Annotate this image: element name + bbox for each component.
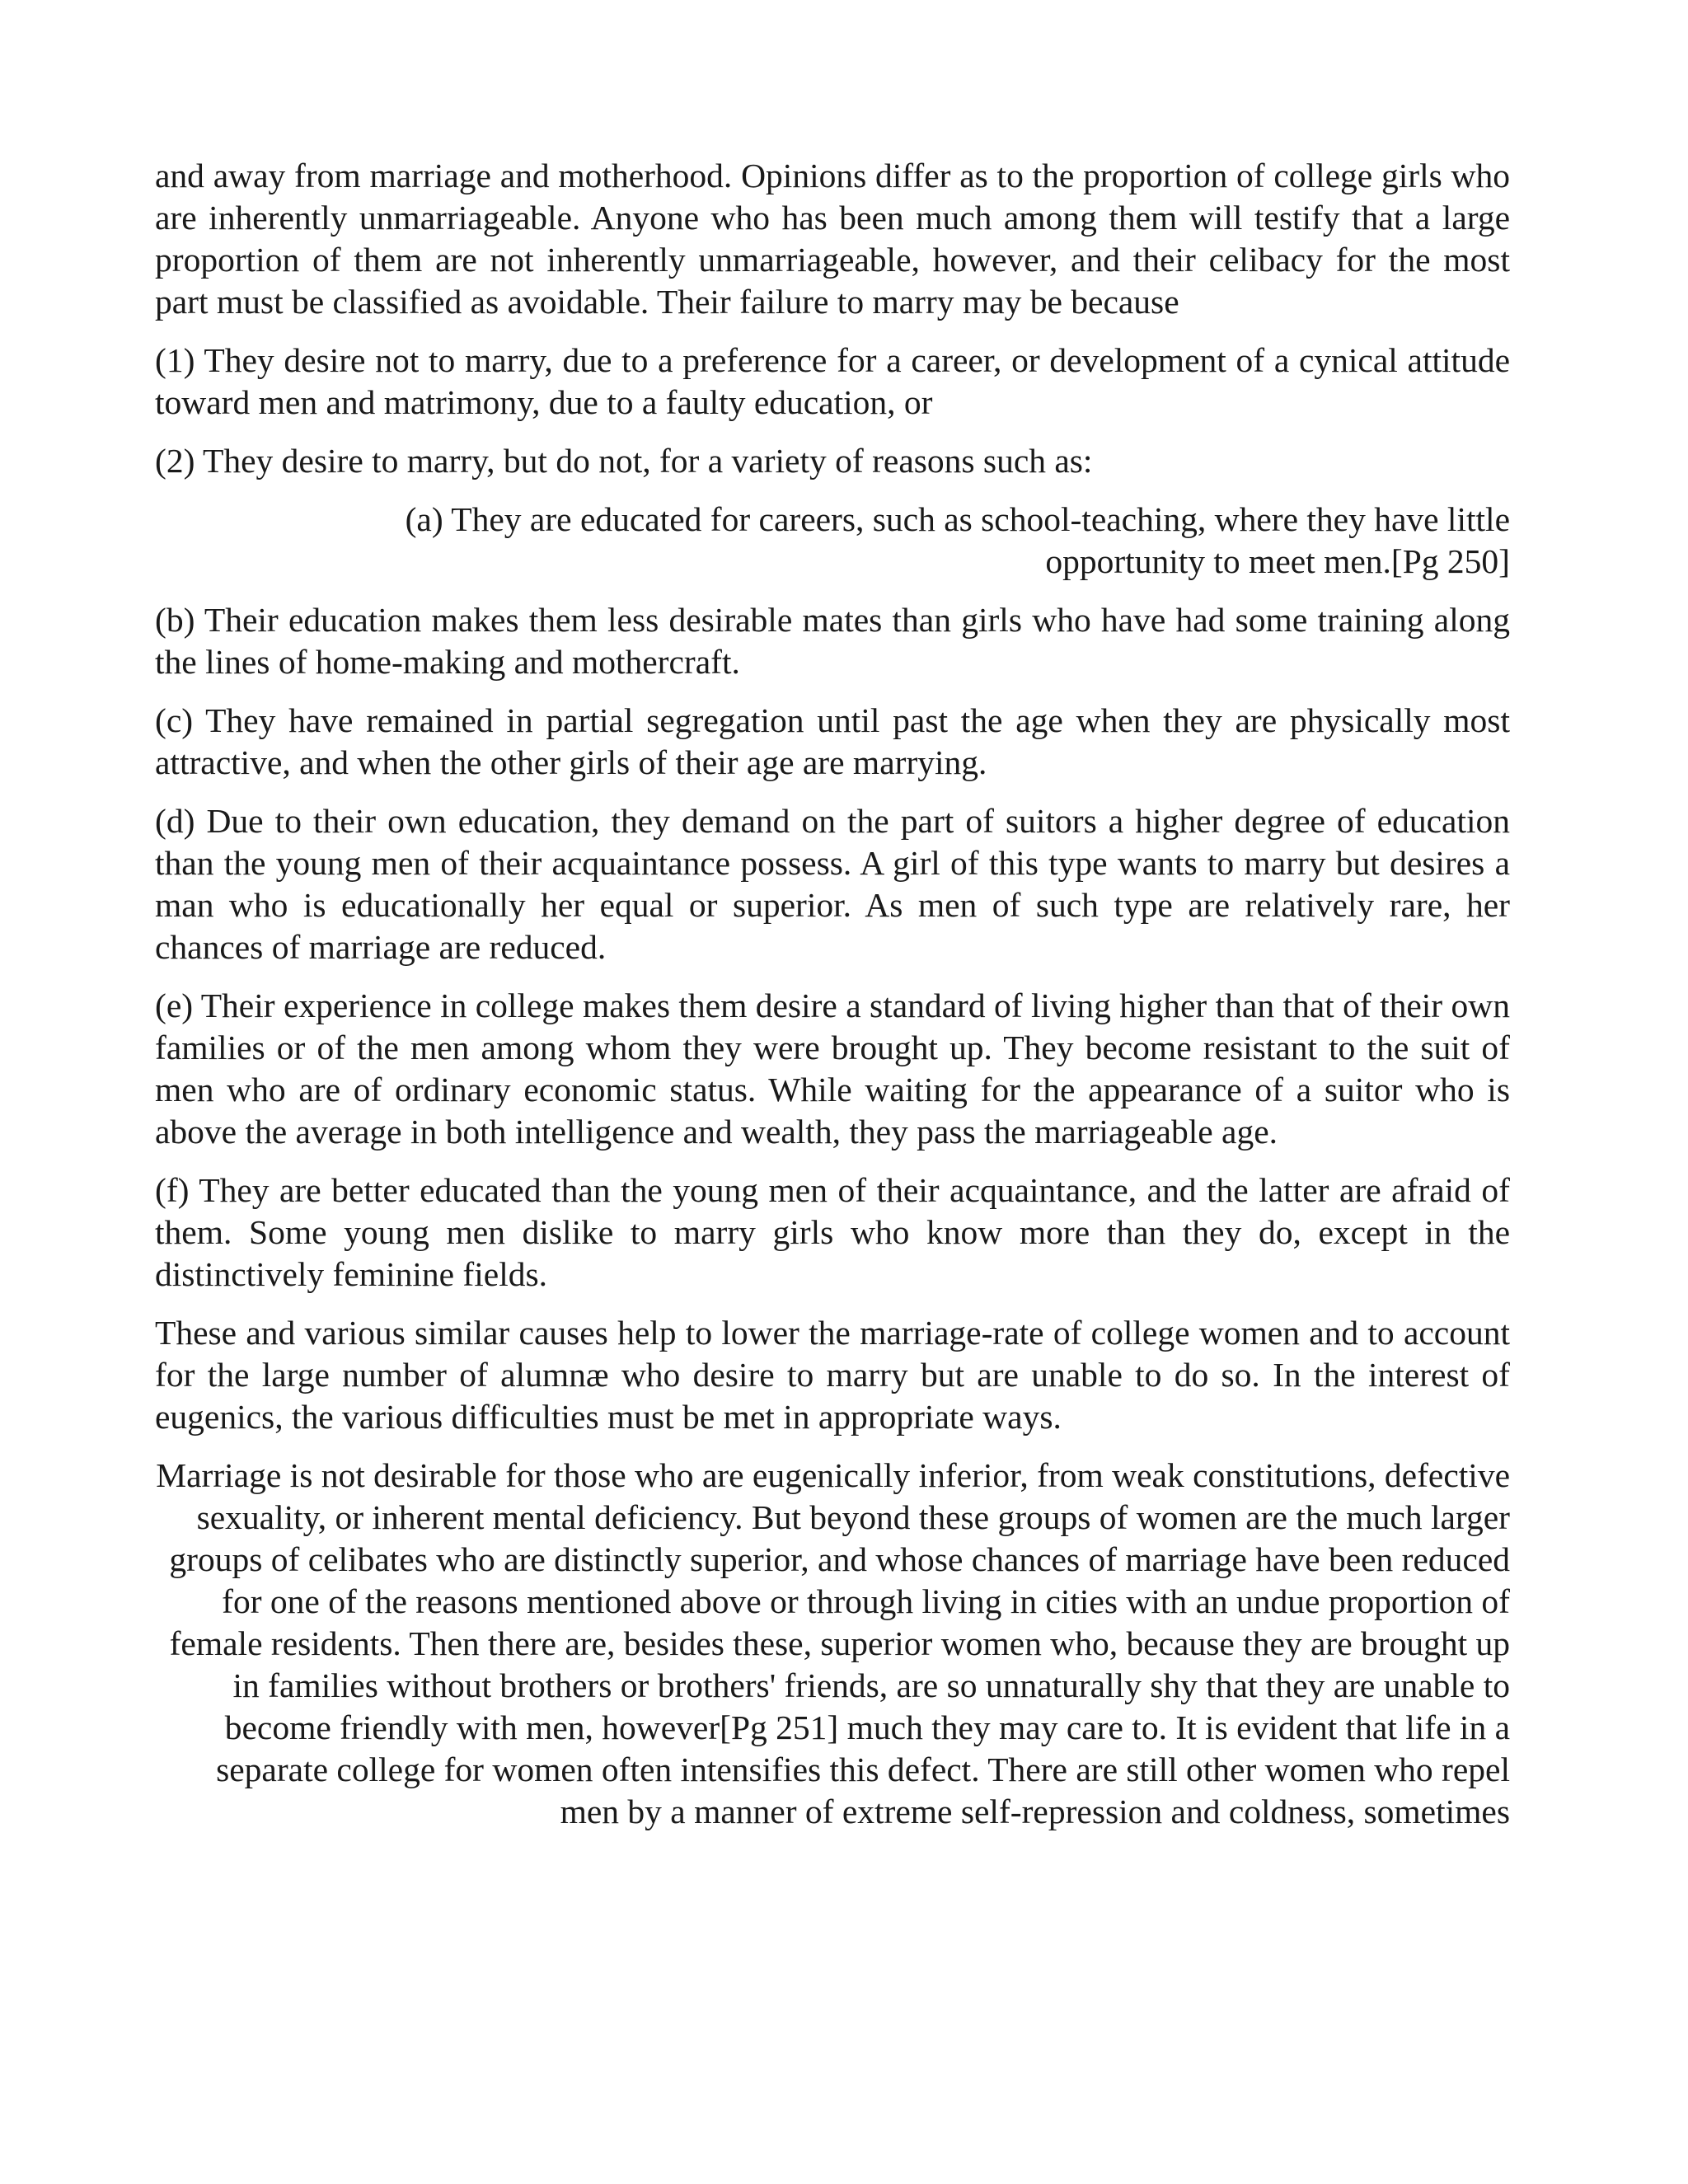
- paragraph-reason-d: (d) Due to their own education, they demand on the part of suitors a higher degree of education than the young men of their acquaintance possess. A girl of this type wants to marry but desires a man who is educationally her equal or superior. As men of such type are relatively rare, her chances of marriage are reduced.: [155, 802, 1510, 966]
- document-page: [155, 155, 1510, 1849]
- paragraph-reason-a: (a) They are educated for careers, such as school-teaching, where they have little opportunity to meet men.[Pg 250]: [405, 500, 1510, 580]
- paragraph-reason-b: (b) Their education makes them less desirable mates than girls who have had some training along the lines of home-making and mothercraft.: [155, 601, 1510, 681]
- paragraph-reason-f: (f) They are better educated than the young men of their acquaintance, and the latter are afraid of them. Some young men dislike to marry girls who know more than they do, except in the distinctively feminine fields.: [155, 1171, 1510, 1293]
- paragraph-reason-2: (2) They desire to marry, but do not, for a variety of reasons such as:: [155, 442, 1093, 480]
- paragraph-reason-c: (c) They have remained in partial segregation until past the age when they are physically most attractive, and when the other girls of their age are marrying.: [155, 701, 1510, 781]
- paragraph-reason-1: (1) They desire not to marry, due to a preference for a career, or development of a cynical attitude toward men and matrimony, due to a faulty education, or: [155, 341, 1510, 421]
- paragraph-marriage-desirability: Marriage is not desirable for those who are eugenically inferior, from weak constitutions, defective sexuality, or inherent mental deficiency. But beyond these groups of women are the much larger groups of celibates who are distinctly superior, and whose chances of marriage have been reduced for one of the reasons mentioned above or through living in cities with an undue proportion of female residents. Then there are, besides these, superior women who, because they are brought up in families without brothers or brothers' friends, are so unnaturally shy that they are unable to become friendly with men, however[Pg 251] much they may care to. It is evident that life in a separate college for women often intensifies this defect. There are still other women who repel men by a manner of extreme self-repression and coldness, sometimes: [156, 1456, 1510, 1830]
- paragraph-reason-e: (e) Their experience in college makes them desire a standard of living higher than that of their own families or of the men among whom they were brought up. They become resistant to the suit of men who are of ordinary economic status. While waiting for the appearance of a suitor who is above the average in both intelligence and wealth, they pass the marriageable age.: [155, 987, 1510, 1151]
- paragraph-intro: and away from marriage and motherhood. Opinions differ as to the proportion of college girls who are inherently unmarriageable. Anyone who has been much among them will testify that a large proportion of them are not inherently unmarriageable, however, and their celibacy for the most part must be classified as avoidable. Their failure to marry may be because: [155, 157, 1510, 321]
- paragraph-summary: These and various similar causes help to lower the marriage-rate of college women and to account for the large number of alumnæ who desire to marry but are unable to do so. In the interest of eugenics, the various difficulties must be met in appropriate ways.: [155, 1314, 1510, 1436]
